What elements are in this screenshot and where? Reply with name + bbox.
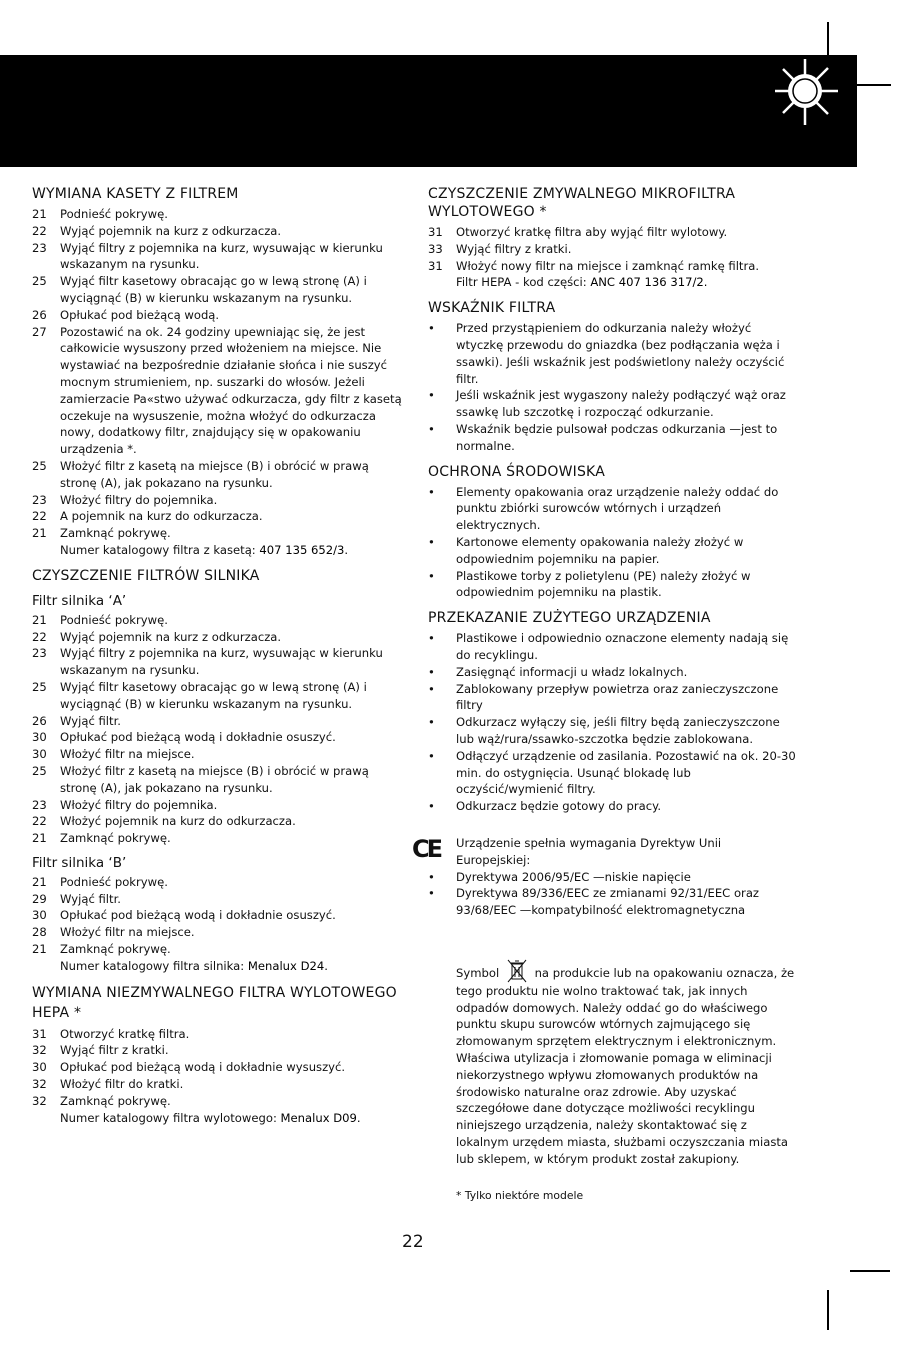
step-number: 25 — [32, 458, 47, 473]
step-text: Zamknąć pokrywę. — [60, 1093, 171, 1108]
bullet-icon: • — [428, 631, 435, 646]
step-number: 22 — [32, 629, 47, 644]
step-text: Włożyć filtry do pojemnika. — [60, 797, 218, 812]
step-text: Wyjąć filtry z kratki. — [456, 241, 572, 256]
hepa-catalog — [32, 1110, 402, 1127]
filter-b-steps — [32, 874, 402, 958]
bullet-icon: • — [428, 568, 435, 583]
step-text: Opłukać pod bieżącą wodą i dokładnie osuszyć. — [60, 730, 336, 745]
step-number: 23 — [32, 240, 47, 255]
bullet-item — [428, 534, 796, 568]
step-number: 31 — [428, 225, 443, 239]
section-title-hepa: WYMIANA NIEZMYWALNEGO FILTRA WYLOTOWEGO HEPA * — [32, 984, 397, 1021]
bullet-icon: • — [428, 715, 435, 730]
step-text: Wyjąć filtr. — [60, 713, 121, 728]
section-title-przekazanie: PRZEKAZANIE ZUŻYTEGO URZĄDZENIA — [428, 610, 711, 627]
step-text: Otworzyć kratkę filtra aby wyjąć filtr wylotowy. — [456, 225, 728, 239]
bullet-item — [428, 484, 796, 534]
step-number: 30 — [32, 908, 47, 923]
step-number: 22 — [32, 223, 47, 238]
step-item — [32, 508, 402, 525]
step-number: 21 — [32, 831, 47, 846]
step-item — [32, 924, 402, 941]
step-text: Zamknąć pokrywę. — [60, 831, 171, 846]
step-number: 25 — [32, 274, 47, 289]
catalog-code: Menalux D24. — [247, 958, 328, 973]
step-text: Włożyć pojemnik na kurz do odkurzacza. — [60, 814, 296, 829]
bullet-icon: • — [428, 799, 435, 814]
step-item — [32, 223, 402, 240]
step-text: A pojemnik na kurz do odkurzacza. — [60, 509, 263, 524]
step-item — [32, 1042, 402, 1059]
step-number: 31 — [428, 258, 443, 273]
step-text: Opłukać pod bieżącą wodą i dokładnie osuszyć. — [60, 908, 336, 923]
step-item — [32, 307, 402, 324]
step-item — [32, 679, 402, 713]
step-item — [32, 612, 402, 629]
step-number: 23 — [32, 646, 47, 661]
bullet-item — [428, 320, 796, 387]
step-item — [32, 713, 402, 730]
weee-paragraph — [428, 959, 796, 1168]
left-column — [32, 185, 402, 1126]
step-number: 22 — [32, 509, 47, 524]
step-number: 29 — [32, 891, 47, 906]
bullet-icon: • — [428, 421, 435, 436]
step-number: 21 — [32, 942, 47, 957]
step-text: Zamknąć pokrywę. — [60, 526, 171, 541]
step-item — [32, 907, 402, 924]
step-number: 21 — [32, 207, 47, 221]
step-text: Włożyć filtr z kasetą na miejsce (B) i obrócić w prawą stronę (A), jak pokazano na rysunku. — [60, 763, 369, 795]
bullet-icon: • — [428, 748, 435, 763]
footnote: * Tylko niektóre modele — [456, 1188, 584, 1202]
step-text: Wyjąć filtry z pojemnika na kurz, wysuwając w kierunku wskazanym na rysunku. — [60, 646, 383, 678]
step-item — [32, 1076, 402, 1093]
step-item — [428, 258, 796, 275]
step-text: Podnieść pokrywę. — [60, 612, 168, 627]
bullet-item — [428, 885, 796, 919]
bullet-icon: • — [428, 534, 435, 549]
przekazanie-list — [428, 630, 796, 815]
step-text: Zamknąć pokrywę. — [60, 942, 171, 957]
step-text: Włożyć filtr z kasetą na miejsce (B) i obrócić w prawą stronę (A), jak pokazano na rysunku. — [60, 458, 369, 490]
step-number: 30 — [32, 730, 47, 745]
crop-mark-bottom-horizontal — [850, 1270, 890, 1272]
bullet-text: Jeśli wskaźnik jest wygaszony należy podłączyć wąż oraz ssawkę lub szczotkę i rozpocząć odkurzanie. — [456, 388, 786, 420]
hepa-part-code — [428, 274, 796, 291]
step-number: 26 — [32, 307, 47, 322]
step-number: 23 — [32, 797, 47, 812]
section-title-wskaznik: WSKAŹNIK FILTRA — [428, 300, 556, 317]
ce-conformity — [412, 834, 796, 919]
step-text: Włożyć filtr na miejsce. — [60, 747, 195, 762]
hepa-steps — [32, 1026, 402, 1110]
bullet-icon: • — [428, 321, 435, 336]
section-title-silnik: CZYSZCZENIE FILTRÓW SILNIKA — [32, 567, 260, 584]
section-title-ochrona: OCHRONA ŚRODOWISKA — [428, 463, 605, 480]
bullet-text: Odkurzacz wyłączy się, jeśli filtry będą zanieczyszczone lub wąż/rura/ssawko-szczotka będzie zablokowana. — [456, 715, 780, 746]
silnik-catalog — [32, 958, 402, 975]
step-item — [32, 746, 402, 763]
step-text: Włożyć filtr na miejsce. — [60, 925, 195, 940]
catalog-label: Numer katalogowy filtra z kasetą: — [60, 542, 256, 557]
bullet-text: Wskaźnik będzie pulsował podczas odkurzania —jest to normalne. — [456, 421, 778, 453]
weee-text-before: Symbol — [456, 965, 500, 980]
weee-text-after: na produkcie lub na opakowaniu oznacza, że tego produktu nie wolno traktować tak, jak innych odpadów domowych. Należy oddać go do właściwego punktu skupu surowców wtórnych zajmującego się złomowanym sprzętem elektrycznym i elektronicznym. Właściwa utylizacja i złomowanie pomaga w eliminacji niekorzystnego wpływu złomowanych produktów na środowisko naturalne oraz zdrowie. Aby uzyskać szczegółowe dane dotyczące możliwości recyklingu niniejszego urządzenia, należy skontaktować się z lokalnym urzędem miasta, służbami oczyszczania miasta lub sklepem, w którym produkt został zakupiony. — [456, 965, 795, 1166]
step-item — [32, 492, 402, 509]
bullet-item — [428, 630, 796, 664]
step-item — [32, 891, 402, 908]
crop-mark-bottom-vertical — [827, 1290, 829, 1330]
bullet-text: Plastikowe torby z polietylenu (PE) należy złożyć w odpowiednim pojemniku na plastik. — [456, 568, 751, 600]
bullet-text: Odłączyć urządzenie od zasilania. Pozostawić na ok. 20-30 min. do ostygnięcia. Usunąć blokadę lub oczyścić/wymienić filtry. — [456, 748, 796, 797]
part-code: ANC 407 136 317/2. — [590, 275, 708, 290]
step-item — [32, 813, 402, 830]
bullet-item — [428, 714, 796, 748]
step-number: 25 — [32, 679, 47, 694]
bullet-icon: • — [428, 869, 435, 884]
step-item — [32, 763, 402, 797]
step-item — [428, 241, 796, 258]
step-number: 31 — [32, 1026, 47, 1041]
mikrofiltr-steps — [428, 224, 796, 274]
ochrona-list — [428, 484, 796, 602]
bullet-icon: • — [428, 681, 435, 696]
subsection-title-filter-b: Filtr silnika ‘B’ — [32, 854, 127, 871]
bullet-item — [428, 869, 796, 886]
bullet-icon: • — [428, 664, 435, 679]
bullet-text: Zablokowany przepływ powietrza oraz zanieczyszczone filtry — [456, 681, 779, 713]
step-number: 32 — [32, 1043, 47, 1058]
crossed-bin-icon — [507, 959, 527, 983]
bullet-text: Plastikowe i odpowiednio oznaczone elementy nadają się do recyklingu. — [456, 631, 789, 662]
bullet-text: Odkurzacz będzie gotowy do pracy. — [456, 799, 662, 814]
catalog-label: Numer katalogowy filtra wylotowego: — [60, 1110, 277, 1125]
bullet-text: Dyrektywa 89/336/EEC ze zmianami 92/31/EEC oraz 93/68/EEC —kompatybilność elektromagnetyczna — [456, 886, 760, 918]
step-text: Pozostawić na ok. 24 godziny upewniając się, że jest całkowicie wysuszony przed włożeniem na miejsce. Nie wystawiać na bezpośrednie działanie słońca i nie suszyć mocnym strumieniem, np. suszarki do włosów. Jeżeli zamierzacie Pa«stwo używać odkurzacza, gdy filtr z kasetą oczekuje na wysuszenie, można włożyć do odkurzacza nowy, dodatkowy filtr, znajdujący się w opakowaniu urządzenia *. — [60, 324, 402, 457]
step-text: Podnieść pokrywę. — [60, 874, 168, 889]
page-number: 22 — [402, 1232, 424, 1252]
step-item — [32, 458, 402, 492]
step-number: 32 — [32, 1093, 47, 1108]
step-text: Opłukać pod bieżącą wodą i dokładnie wysuszyć. — [60, 1060, 346, 1075]
step-item — [32, 1026, 402, 1043]
filter-a-steps — [32, 612, 402, 847]
section-title-kaseta: WYMIANA KASETY Z FILTREM — [32, 186, 239, 202]
step-item — [32, 645, 402, 679]
bullet-item — [428, 681, 796, 715]
step-text: Wyjąć filtr kasetowy obracając go w lewą stronę (A) i wyciągnąć (B) w kierunku wskazanym na rysunku. — [60, 274, 367, 305]
header-band — [0, 55, 857, 167]
registration-sun-icon — [770, 55, 880, 167]
step-number: 30 — [32, 1060, 47, 1075]
bullet-item — [428, 664, 796, 681]
step-item — [428, 224, 796, 241]
step-item — [32, 941, 402, 958]
bullet-text: Elementy opakowania oraz urządzenie należy oddać do punktu zbiórki surowców wtórnych i urządzeń elektrycznych. — [456, 484, 779, 533]
bullet-item — [428, 798, 796, 815]
subsection-title-filter-a: Filtr silnika ‘A’ — [32, 592, 127, 609]
step-number: 33 — [428, 241, 443, 256]
step-item — [32, 729, 402, 746]
step-number: 26 — [32, 713, 47, 728]
step-number: 27 — [32, 324, 47, 339]
step-number: 28 — [32, 925, 47, 940]
step-text: Podnieść pokrywę. — [60, 207, 168, 221]
step-text: Wyjąć filtr kasetowy obracając go w lewą stronę (A) i wyciągnąć (B) w kierunku wskazanym na rysunku. — [60, 679, 367, 711]
catalog-code: 407 135 652/3. — [259, 542, 349, 557]
step-text: Wyjąć filtr. — [60, 891, 121, 906]
section-title-mikrofiltr: CZYSZCZENIE ZMYWALNEGO MIKROFILTRA WYLOTOWEGO * — [428, 186, 736, 220]
step-item — [32, 525, 402, 542]
step-item — [32, 874, 402, 891]
step-number: 21 — [32, 526, 47, 541]
step-text: Włożyć filtr do kratki. — [60, 1077, 184, 1092]
catalog-code: Menalux D09. — [280, 1110, 361, 1125]
catalog-label: Numer katalogowy filtra silnika: — [60, 958, 245, 973]
step-number: 32 — [32, 1077, 47, 1092]
ce-directives — [428, 869, 796, 919]
kaseta-steps — [32, 206, 402, 542]
step-item — [32, 273, 402, 307]
step-text: Wyjąć pojemnik na kurz z odkurzacza. — [60, 223, 282, 238]
step-item — [32, 240, 402, 274]
step-item — [32, 629, 402, 646]
bullet-icon: • — [428, 886, 435, 901]
crop-mark-top-vertical — [827, 22, 829, 55]
bullet-item — [428, 568, 796, 602]
bullet-icon: • — [428, 388, 435, 403]
step-item — [32, 830, 402, 847]
bullet-item — [428, 748, 796, 798]
step-text: Włożyć nowy filtr na miejsce i zamknąć ramkę filtra. — [456, 258, 760, 273]
kaseta-catalog — [32, 542, 402, 559]
step-text: Wyjąć filtr z kratki. — [60, 1043, 169, 1058]
step-text: Wyjąć filtry z pojemnika na kurz, wysuwając w kierunku wskazanym na rysunku. — [60, 240, 383, 272]
step-text: Włożyć filtry do pojemnika. — [60, 492, 218, 507]
step-item — [32, 206, 402, 223]
step-number: 22 — [32, 814, 47, 829]
ce-intro: Urządzenie spełnia wymagania Dyrektyw Unii Europejskiej: — [456, 835, 722, 867]
wskaznik-list — [428, 320, 796, 454]
step-number: 21 — [32, 874, 47, 889]
bullet-text: Zasięgnąć informacji u władz lokalnych. — [456, 664, 688, 679]
bullet-item — [428, 421, 796, 455]
bullet-icon: • — [428, 484, 435, 499]
right-column — [412, 185, 796, 1204]
step-item — [32, 1059, 402, 1076]
step-text: Otworzyć kratkę filtra. — [60, 1026, 190, 1041]
ce-mark-icon: CE — [412, 834, 441, 863]
step-number: 21 — [32, 612, 47, 627]
bullet-text: Kartonowe elementy opakowania należy złożyć w odpowiednim pojemniku na papier. — [456, 534, 744, 566]
step-number: 30 — [32, 747, 47, 762]
step-number: 25 — [32, 763, 47, 778]
step-item — [32, 797, 402, 814]
bullet-text: Przed przystąpieniem do odkurzania należy włożyć wtyczkę przewodu do gniazdka (bez podłączania węża i ssawki). Jeśli wskaźnik jest podświetlony należy oczyścić filtr. — [456, 321, 785, 386]
step-number: 23 — [32, 492, 47, 507]
step-text: Opłukać pod bieżącą wodą. — [60, 307, 220, 322]
part-code-label: Filtr HEPA - kod części: — [456, 275, 587, 290]
step-item — [32, 324, 402, 458]
step-text: Wyjąć pojemnik na kurz z odkurzacza. — [60, 629, 282, 644]
step-item — [32, 1093, 402, 1110]
bullet-item — [428, 387, 796, 421]
bullet-text: Dyrektywa 2006/95/EC —niskie napięcie — [456, 869, 691, 884]
